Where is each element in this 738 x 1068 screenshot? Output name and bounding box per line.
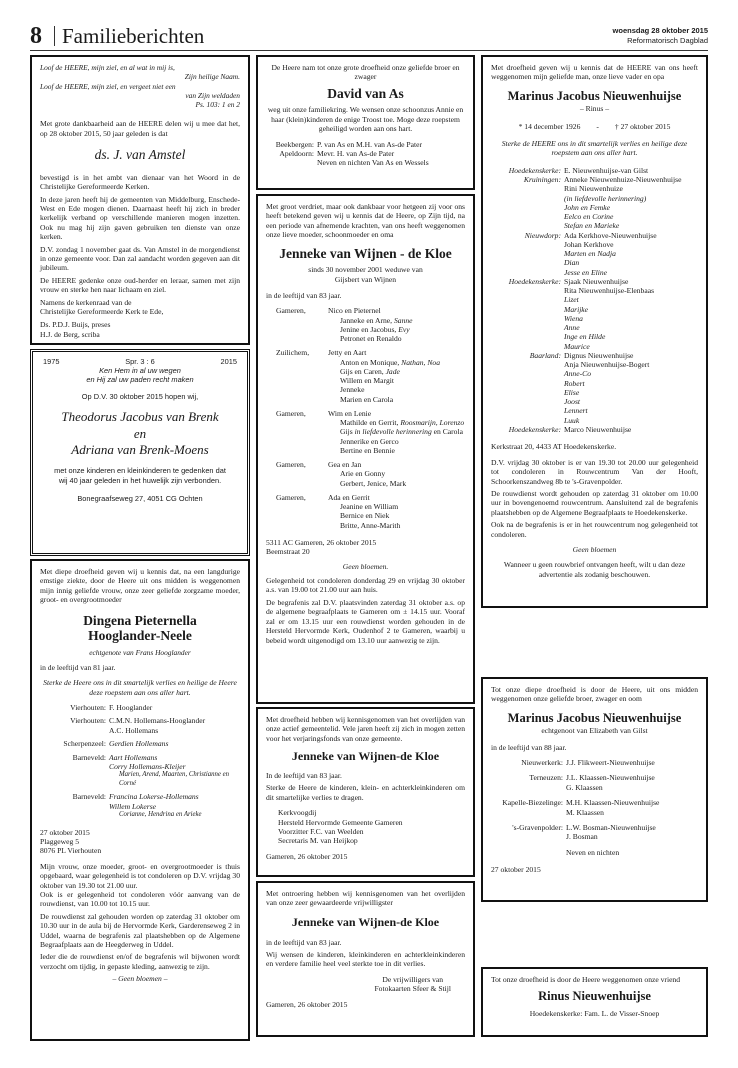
- paragraph: D.V. vrijdag 30 oktober is er van 19.30 tot 20.00 uur gelegenheid tot condoleren in Rouwcentrum Van der Hooft, Schoorkenszandweg 8b te 's-Gravenpolder.: [491, 457, 698, 486]
- body-text: Sterke de Heere de kinderen, klein- en achterkleinkinderen om dit smartelijke verlies te dragen.: [266, 783, 465, 802]
- date-address: [40, 828, 240, 856]
- family-row: [40, 792, 240, 819]
- family-row: [40, 739, 240, 748]
- family-member: Francina Lokerse-Hollemans: [109, 792, 199, 802]
- family-member: Mathilde en Gerrit, Roosmarijn, Lorenzo: [340, 418, 465, 428]
- nickname: – Rinus –: [579, 104, 610, 114]
- family-names: [566, 758, 698, 767]
- deceased-name: David van As: [327, 85, 404, 101]
- paragraph: De begrafenis zal D.V. plaatsvinden zaterdag 31 oktober a.s. op de algemene begraafplaats te Gameren om ± 14.15 uur. Vooraf zal er om 13.15 uur een rouwdienst worden gehouden in de Hersteld Hervormde Kerk, Oudenhof 2 te Gameren, waarbij u bebeid wordt uitgenodigd om 13.10 uur aanwezig te zijn.: [266, 597, 465, 645]
- ad-anniversary-van-brenk: [30, 349, 250, 556]
- family-names: [317, 149, 465, 168]
- family-member: Bernice en Niek: [340, 511, 390, 521]
- family-member: Johan Kerkhove: [564, 239, 614, 249]
- paragraph: D.V. zondag 1 november gaat ds. Van Amstel in de morgendienst in onze gemeente voor. Dan zal aandacht worden gegeven aan dit jubileum.: [40, 244, 240, 273]
- ad-obituary-dingena: [30, 559, 250, 1041]
- family-names: [328, 460, 465, 488]
- family-place: Gameren,: [276, 460, 306, 470]
- intro-text: Tot onze droefheid is door de Heere weggenomen onze vriend: [491, 975, 681, 984]
- verse-reference: Ps. 103: 1 en 2: [195, 100, 240, 109]
- family-names: [109, 716, 240, 735]
- family-member: Aart Hollemans: [109, 752, 158, 762]
- ad-jubilee-van-amstel: [30, 55, 250, 345]
- family-member: Ada Kerkhove-Nieuwenhuijse: [564, 230, 657, 240]
- paragraph: Mijn vrouw, onze moeder, groot- en overgrootmoeder is thuis opgebaard, waar gelegenheid is tot condoleren op D.V. vrijdag 30 oktober van 19.30 tot 21.00 uur.: [40, 861, 240, 890]
- name-line: Hooglander-Neele: [88, 628, 192, 644]
- section-title: Familieberichten: [62, 24, 205, 48]
- issue-date: woensdag 28 oktober 2015: [612, 26, 708, 35]
- paragraph: bevestigd is in het ambt van dienaar van het Woord in de Christelijke Gereformeerde Kerken.: [40, 172, 240, 192]
- family-member: Neven en nichten Van As en Wessels: [317, 158, 429, 168]
- family-member: Jesse en Eline: [564, 267, 608, 277]
- spouse-line: echtgenote van Frans Hooglander: [89, 647, 191, 657]
- body-text: weg uit onze familiekring. We wensen onze schoonzus Annie en haar (klein)kinderen de enige Troost toe. Moge deze roepstem geheiligd worden aan ons hart.: [267, 105, 464, 134]
- paragraph: De rouwdienst wordt gehouden op zaterdag 31 oktober om 10.00 uur in bovengenoemd rouwcentrum. Aansluitend zal de begrafenis plaatshebben op de Algemene Begraafplaats te Hoedekenskerke.: [491, 489, 698, 517]
- late-husband: Gijsbert van Wijnen: [334, 274, 397, 284]
- family-row: [266, 140, 465, 149]
- family-names: [564, 351, 698, 425]
- family-names: [328, 348, 465, 404]
- signature-line: Fotokaarten Sfeer & Stijl: [374, 984, 451, 994]
- family-row: [491, 425, 698, 434]
- intro-text: Met grote dankbaarheid aan de HEERE delen wij u mee dat het, op 28 oktober 2015, 50 jaar geleden is dat: [40, 119, 240, 138]
- no-flowers-note: Geen bloemen: [572, 545, 617, 555]
- closing-note: – Geen bloemen –: [112, 974, 168, 984]
- family-list: [266, 140, 465, 168]
- family-row: [40, 703, 240, 712]
- family-member: Wiena: [564, 313, 583, 323]
- paragraph: De HEERE gedenke onze oud-herder en leraar, samen met zijn vrouw en sterke hen naar lichaam en ziel.: [40, 275, 240, 295]
- family-member: Arie en Gonny: [340, 469, 386, 479]
- family-place: Kapelle-Biezelinge:: [502, 798, 563, 808]
- page-number: 8: [30, 23, 42, 49]
- end-year: 2015: [220, 357, 237, 366]
- family-member: Dian: [564, 258, 580, 268]
- family-member: Gijs in liefdevolle herinnering en Carola: [340, 427, 463, 437]
- family-row: [266, 460, 465, 488]
- family-place: Gameren,: [276, 408, 306, 418]
- family-member: Nico en Pieternel: [328, 306, 381, 316]
- deceased-name: Rinus Nieuwenhuijse: [538, 989, 651, 1004]
- family-member: L.W. Bosman-Nieuwenhuijse: [566, 823, 656, 833]
- family-member: John en Femke: [564, 202, 610, 212]
- family-names: [328, 306, 465, 343]
- newspaper-name: Reformatorisch Dagblad: [627, 36, 708, 45]
- couple-names: [43, 409, 237, 460]
- family-row: [491, 175, 698, 231]
- family-member: Mevr. H. van As-de Pater: [317, 148, 395, 158]
- deceased-name: Jenneke van Wijnen-de Kloe: [291, 914, 440, 929]
- family-place: Barneveld:: [72, 752, 106, 762]
- verse-line: Loof de HEERE, mijn ziel, en vergeet niet een: [40, 81, 176, 91]
- family-names: [109, 792, 240, 819]
- age-line: in de leeftijd van 88 jaar.: [491, 742, 567, 752]
- husband-name: Theodorus Jacobus van Brenk: [61, 408, 219, 424]
- family-member: P. van As en M.H. van As-de Pater: [317, 139, 423, 149]
- family-place: 's-Gravenpolder:: [512, 823, 563, 833]
- family-member: E. Nieuwenhuijse-van Gilst: [564, 165, 649, 175]
- family-member: Eelco en Corine: [564, 212, 614, 222]
- signature-block: [278, 808, 465, 846]
- place-date: Gameren, 26 oktober 2015: [266, 999, 348, 1009]
- intro-text: Met droefheid geven wij u kennis dat de HEERE van ons heeft weggenomen mijn geliefde man, onze lieve vader en opa: [491, 63, 698, 82]
- ad-obituary-rinus-friend: [481, 967, 708, 1037]
- intro-text: De Heere nam tot onze grote droefheid onze geliefde broer en zwager: [271, 63, 460, 82]
- family-member: M. Klaassen: [566, 807, 604, 817]
- date-address: [266, 538, 465, 557]
- family-member: Ada en Gerrit: [328, 492, 370, 502]
- family-member: J.L. Klaassen-Nieuwenhuijse: [566, 773, 655, 783]
- family-member: Willem en Margit: [340, 376, 394, 386]
- age-line: in de leeftijd van 83 jaar.: [266, 937, 342, 947]
- signature-line: Hersteld Hervormde Gemeente Gameren: [278, 817, 403, 827]
- family-member: Sjaak Nieuwenhuijse: [564, 276, 629, 286]
- spouse-line: echtgenoot van Elizabeth van Gilst: [541, 726, 648, 736]
- verse-line: Zijn heilige Naam.: [184, 72, 240, 82]
- family-row: [491, 231, 698, 277]
- family-member: Gea en Jan: [328, 460, 362, 470]
- street: Plaggeweg 5: [40, 836, 80, 846]
- intro-text: Met diepe droefheid geven wij u kennis dat, na een langdurige emstige ziekte, door de Heere uit ons midden is weggenomen mijn innig geliefde vrouw, onze zeer geliefde zorgzame moeder, groot- en overgrootmoeder: [40, 567, 240, 605]
- family-place: Apeldoorn:: [279, 148, 314, 158]
- family-place: Hoedekenskerke:: [508, 276, 561, 286]
- year-line: [43, 357, 237, 366]
- family-member: Luuk: [564, 415, 580, 425]
- family-place: Baarland:: [529, 350, 561, 360]
- family-member: Bertine en Bennie: [340, 445, 395, 455]
- family-member: Anne-Co: [564, 369, 591, 379]
- death-date: † 27 oktober 2015: [614, 121, 671, 131]
- family-member: Willem Lokerse: [109, 801, 157, 811]
- life-dates: [491, 122, 698, 131]
- family-list: [491, 166, 698, 435]
- family-member: Janneke en Arne, Sanne: [340, 315, 413, 325]
- ad-obituary-marinus-siblings: [481, 677, 708, 902]
- family-names: [109, 703, 240, 712]
- family-member: (in liefdevolle herinnering): [564, 193, 647, 203]
- family-member: Lizet: [564, 295, 579, 305]
- deceased-name: Jenneke van Wijnen - de Kloe: [279, 245, 452, 261]
- ad-condolence-volunteers: [256, 881, 475, 1037]
- family-member: Britte, Anne-Marith: [340, 520, 401, 530]
- family-place: Vierhouten:: [70, 716, 106, 726]
- family-place: Gameren,: [276, 306, 306, 316]
- postal-city: 8076 PL Vierhouten: [40, 846, 102, 856]
- family-member: Jennerike en Gerco: [340, 436, 399, 446]
- family-member: Lennert: [564, 406, 588, 416]
- place-date: Gameren, 26 oktober 2015: [266, 851, 348, 861]
- family-place: Barneveld:: [72, 792, 106, 802]
- signature-line: Ds. P.D.J. Buijs, preses: [40, 320, 111, 330]
- family-member: Rita Nieuwenhuijse-Elenbaas: [564, 286, 655, 296]
- family-place: Vierhouten:: [70, 703, 106, 713]
- signature-line: Voorzitter F.C. van Weelden: [278, 827, 364, 837]
- family-member: J. Bosman: [566, 832, 598, 842]
- family-member: Stefan en Marieke: [564, 221, 620, 231]
- family-names: [328, 409, 465, 455]
- start-year: 1975: [43, 357, 60, 366]
- family-place: Nieuwerkerk:: [521, 758, 563, 767]
- family-names: [328, 493, 465, 530]
- family-place: Nieuwdorp:: [524, 230, 561, 240]
- family-member: J.J. Flikweert-Nieuwenhuijse: [566, 758, 655, 767]
- family-member: Robert: [564, 378, 585, 388]
- family-place: Gameren,: [276, 492, 306, 502]
- family-row: [266, 348, 465, 404]
- family-member: Jenine en Jacobus, Evy: [340, 324, 410, 334]
- verse-line: Loof de HEERE, mijn ziel, en al wat in mij is,: [40, 63, 175, 72]
- family-row: [491, 798, 698, 817]
- page-header: [30, 22, 708, 51]
- family-member: Inge en Hilde: [564, 332, 606, 342]
- ad-obituary-david-van-as: [256, 55, 475, 190]
- date-separator: -: [596, 121, 599, 131]
- verse-line: en Hij zal uw paden recht maken: [86, 375, 194, 385]
- family-names: [564, 166, 698, 175]
- family-names: [317, 140, 465, 149]
- paragraph: In deze jaren heeft hij de gemeenten van Middelburg, Enschede-West en Ede mogen dienen. Daarnaast heeft hij zich in breder kerkelijk verband op verschillende manieren mogen inzetten. Ook nu mag hij zijn gaven gebruiken ten dienste van onze kerken.: [40, 194, 240, 242]
- wife-name: Adriana van Brenk-Moens: [71, 442, 209, 458]
- grandchildren: Marien, Arend, Maarten, Christianne en Corné: [119, 771, 230, 787]
- family-names: [566, 773, 698, 792]
- paragraph: Gelegenheid tot condoleren donderdag 29 en vrijdag 30 oktober a.s. van 19.00 tot 21.00 uur aan huis.: [266, 576, 465, 595]
- family-member: Anne: [564, 323, 580, 333]
- psalm-verse: [40, 63, 240, 109]
- family-names: [566, 848, 698, 857]
- family-member: Maurice: [564, 341, 590, 351]
- note: Wanneer u geen rouwbrief ontvangen heeft, wilt u dan deze advertentie als zodanig beschouwen.: [503, 560, 686, 579]
- family-names: [566, 798, 698, 817]
- family-row: [266, 149, 465, 168]
- signature-block: [40, 298, 240, 340]
- names: Fam. L. de Visser-Snoep: [584, 1008, 660, 1018]
- family-member: Jenneke: [340, 385, 365, 395]
- family-place: [491, 848, 566, 857]
- date: 27 oktober 2015: [491, 865, 541, 875]
- family-names: [564, 175, 698, 231]
- family-member: Gerbert, Jenice, Mark: [340, 478, 407, 488]
- verse-line: Ken Hem in al uw wegen: [99, 366, 181, 376]
- place-date: 5311 AC Gameren, 26 oktober 2015: [266, 537, 377, 547]
- deceased-name: Jenneke van Wijnen-de Kloe: [291, 749, 440, 764]
- header-divider: [54, 26, 55, 46]
- family-list: [266, 306, 465, 530]
- family-row: [266, 306, 465, 343]
- signature-line: [491, 1009, 698, 1018]
- verse-line: van Zijn weldaden: [185, 90, 240, 100]
- ad-obituary-marinus-family: [481, 55, 708, 608]
- family-row: [266, 409, 465, 455]
- conjunction: en: [133, 425, 147, 441]
- honoree-name: ds. J. van Amstel: [94, 147, 186, 163]
- family-row: [491, 166, 698, 175]
- ad-condolence-church: [256, 707, 475, 877]
- paragraph: Ook is er gelegenheid tot condoleren vóór aanvang van de rouwdienst, van 10.00 tot 10.15 uur.: [40, 890, 240, 909]
- family-member: Anton en Monique, Nathan, Noa: [340, 357, 440, 367]
- family-member: Marien en Carola: [340, 394, 394, 404]
- intro-text: Tot onze diepe droefheid is door de Heere, uit ons midden weggenomen onze geliefde broer, zwager en oom: [491, 685, 698, 704]
- family-row: [40, 753, 240, 789]
- family-row: [491, 848, 698, 857]
- signature-line: De vrijwilligers van: [382, 974, 444, 984]
- paragraph: De rouwdienst zal gehouden worden op zaterdag 31 oktober om 10.30 uur in de aula bij de Hervormde Kerk, Garderenseweg 2 in Uddel, waarna de begrafenis zal plaatshebben op de Algemene Begraafplaats aan de Heegderweg in Uddel.: [40, 911, 240, 950]
- signature-line: Kerkvoogdij: [278, 808, 317, 818]
- verse: Sterke de HEERE ons in dit smartelijk verlies en heilige deze roepstem aan ons aller hart.: [501, 139, 688, 158]
- family-member: Corry Hollemans-Kleijer: [109, 762, 186, 772]
- birth-date: * 14 december 1926: [518, 121, 581, 131]
- family-member: Elise: [564, 387, 580, 397]
- street: Beemstraat 20: [266, 547, 310, 557]
- family-place: Beekbergen:: [275, 139, 314, 149]
- family-row: [491, 758, 698, 767]
- family-member: Dignus Nieuwenhuijse: [564, 350, 634, 360]
- paragraph: Ook na de begrafenis is er in het rouwcentrum nog gelegenheid tot condoleren.: [491, 520, 698, 539]
- body-text: Wij wensen de kinderen, kleinkinderen en achterkleinkinderen en verdere familie heel veel sterkte toe in dit verlies.: [266, 950, 465, 969]
- family-member: Jeanine en William: [340, 502, 399, 512]
- signature-line: Secretaris M. van Heijkop: [278, 836, 358, 846]
- family-member: Anneke Nieuwenhuize-Nieuwenhuijse: [564, 175, 682, 185]
- grandchildren: Corianne, Hendrina en Arieke: [119, 811, 202, 819]
- family-row: [491, 773, 698, 792]
- family-member: Wim en Lenie: [328, 408, 372, 418]
- address: Bonegraafseweg 27, 4051 CG Ochten: [77, 494, 203, 504]
- family-names: [564, 277, 698, 351]
- family-member: Marijke: [564, 304, 589, 314]
- address: Kerkstraat 20, 4433 AT Hoedekenskerke.: [491, 442, 617, 452]
- signature-line: Namens de kerkenraad van de: [40, 297, 132, 307]
- family-member: F. Hooglander: [109, 703, 153, 713]
- family-place: Kruiningen:: [523, 175, 561, 185]
- name-line: Dingena Pieternella: [83, 612, 197, 628]
- intro-text: Op D.V. 30 oktober 2015 hopen wij,: [81, 391, 199, 401]
- intro-text: Met droefheid hebben wij kennisgenomen van het overlijden van onze actief gemeentelid. Vele jaren heeft zij zich in mogen zetten voor het verjaringsfonds van onze gemeente.: [266, 715, 465, 743]
- verse-reference: Spr. 3 : 6: [125, 357, 155, 366]
- deceased-name: [40, 613, 240, 644]
- family-member: Joost: [564, 397, 581, 407]
- family-place: Scherpenzeel:: [63, 739, 106, 749]
- age-line: in de leeftijd van 81 jaar.: [40, 662, 116, 672]
- age-line: in de leeftijd van 83 jaar.: [266, 290, 342, 300]
- family-member: Gerdien Hollemans: [109, 739, 169, 749]
- family-names: [564, 425, 698, 434]
- family-row: [266, 493, 465, 530]
- date: 27 oktober 2015: [40, 827, 90, 837]
- family-member: Marco Nieuwenhuijse: [564, 424, 632, 434]
- deceased-name: Marinus Jacobus Nieuwenhuijse: [507, 710, 682, 725]
- family-row: [491, 823, 698, 842]
- deceased-name: Marinus Jacobus Nieuwenhuijse: [507, 88, 682, 103]
- widow-line: sinds 30 november 2001 weduwe van: [308, 265, 423, 275]
- paragraph: Ieder die de rouwdienst en/of de begrafenis wil bijwonen wordt verzocht om tijdig, in gepaste kleding, aanwezig te zijn.: [40, 952, 240, 971]
- verse: Sterke de Heere ons in dit smartelijk verlies en heilige de Heere deze roepstem aan ons aller hart.: [43, 678, 237, 697]
- family-place: Terneuzen:: [529, 773, 563, 783]
- family-list: [40, 703, 240, 820]
- intro-text: Met groot verdriet, maar ook dankbaar voor hetgeen zij voor ons heeft betekend geven wij u kennis dat de Heere, op Zijn tijd, na een periode van afnemende krachten, van ons heeft weggenomen onze lieve moeder, schoonmoeder en oma: [266, 202, 465, 240]
- family-row: [40, 716, 240, 735]
- family-names: [109, 739, 240, 748]
- age-line: In de leeftijd van 83 jaar.: [266, 771, 342, 781]
- family-member: Gijs en Caren, Jade: [340, 366, 400, 376]
- family-names: [566, 823, 698, 842]
- body-text: met onze kinderen en kleinkinderen te gedenken dat wij 40 jaar geleden in het huwelijk zijn verbonden.: [54, 466, 226, 486]
- family-list: [491, 758, 698, 857]
- intro-text: Met ontroering hebben wij kennisgenomen van het overlijden van onze zeer gewaardeerde vrijwilligster: [266, 889, 465, 908]
- family-row: [491, 277, 698, 351]
- family-place: Hoedekenskerke:: [508, 165, 561, 175]
- family-row: [491, 351, 698, 425]
- signature-line: H.J. de Berg, scriba: [40, 329, 100, 339]
- family-place: Zuilichem,: [276, 348, 310, 358]
- no-flowers-note: Geen bloemen.: [342, 561, 389, 571]
- family-member: Rini Nieuwenhuize: [564, 184, 623, 194]
- family-member: M.H. Klaassen-Nieuwenhuijse: [566, 798, 660, 808]
- family-member: C.M.N. Hollemans-Hooglander: [109, 716, 206, 726]
- family-member: A.C. Hollemans: [109, 725, 159, 735]
- family-member: Anja Nieuwenhuijse-Bogert: [564, 360, 650, 370]
- family-names: [109, 753, 240, 789]
- family-place: Hoedekenskerke:: [508, 424, 561, 434]
- family-member: Marten en Nadja: [564, 249, 616, 259]
- signature-block: [266, 975, 451, 994]
- ad-obituary-jenneke-family: [256, 194, 475, 704]
- place: Hoedekenskerke:: [529, 1008, 583, 1018]
- family-names: [564, 231, 698, 277]
- family-member: G. Klaassen: [566, 782, 603, 792]
- family-member: Jetty en Aart: [328, 348, 367, 358]
- family-member: Neven en nichten: [566, 847, 620, 857]
- signature-line: Christelijke Gereformeerde Kerk te Ede,: [40, 307, 164, 317]
- family-member: Petronet en Renaldo: [340, 334, 402, 344]
